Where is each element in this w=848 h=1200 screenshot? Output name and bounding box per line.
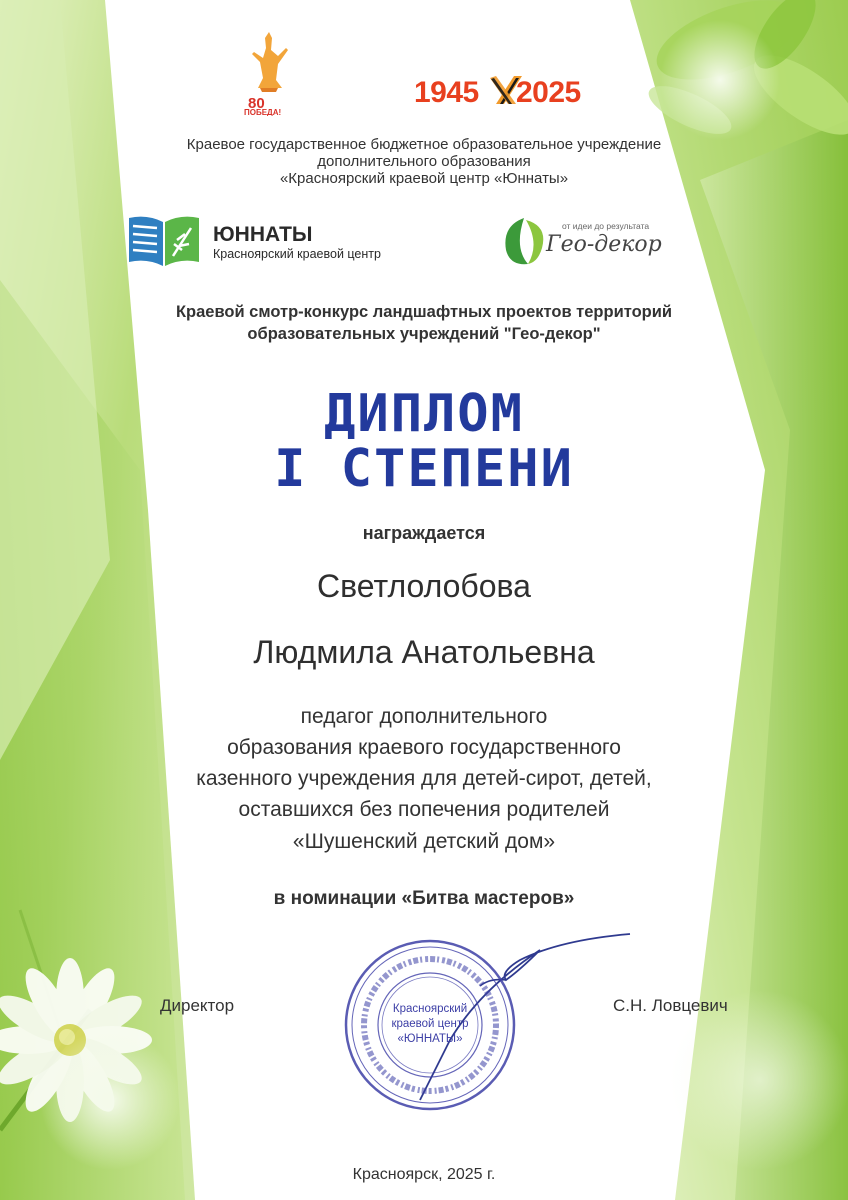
- stamp-center-line-3: «ЮННАТЫ»: [397, 1033, 463, 1045]
- yunnaty-subtitle: Красноярский краевой центр: [213, 247, 381, 261]
- position-line-1: педагог дополнительного: [300, 705, 548, 728]
- institution-line-1: Краевое государственное бюджетное образовательное учреждение: [186, 136, 662, 153]
- institution-line-3: «Красноярский краевой центр «Юннаты»: [279, 170, 569, 187]
- signature-name: С.Н. Ловцевич: [613, 996, 728, 1015]
- awarded-label: награждается: [362, 523, 486, 543]
- institution-line-2: дополнительного образования: [317, 153, 531, 170]
- diploma-title-line-1: ДИПЛОМ: [324, 384, 524, 444]
- year-start: 1945: [414, 76, 479, 109]
- recipient-given-names: Людмила Анатольевна: [253, 634, 595, 670]
- official-stamp: [330, 920, 660, 1120]
- victory-word: ПОБЕДА!: [244, 108, 282, 116]
- geodecor-slogan: от идеи до результата: [562, 221, 650, 231]
- book-leaf-icon: [129, 217, 199, 266]
- signature-role: Директор: [160, 996, 235, 1015]
- position-line-5: «Шушенский детский дом»: [292, 830, 556, 853]
- yunnaty-name: ЮННАТЫ: [213, 223, 313, 246]
- position-line-3: казенного учреждения для детей-сирот, детей,: [196, 767, 652, 790]
- years-logo: [412, 68, 592, 110]
- victory-number: 80: [248, 95, 265, 112]
- recipient-surname: Светлолобова: [317, 568, 531, 604]
- green-leaves-icon: [505, 218, 543, 264]
- footer-city-year: Красноярск, 2025 г.: [352, 1166, 496, 1183]
- position-line-4: оставшихся без попечения родителей: [238, 798, 610, 821]
- contest-line-1: Краевой смотр-конкурс ландшафтных проектов территорий: [175, 303, 673, 321]
- victory-80-logo: [238, 30, 300, 116]
- geodecor-logo: [500, 212, 680, 272]
- contest-line-2: образовательных учреждений "Гео-декор": [247, 325, 601, 343]
- signature-scribble: [420, 934, 630, 1100]
- nomination: в номинации «Битва мастеров»: [273, 888, 575, 909]
- yunnaty-logo: [127, 214, 397, 270]
- position-line-2: образования краевого государственного: [227, 736, 621, 759]
- geodecor-name: Гео-декор: [546, 232, 662, 257]
- stamp-center-line-2: краевой центр: [391, 1018, 469, 1030]
- diploma-title-line-2: I СТЕПЕНИ: [274, 439, 574, 499]
- year-end: 2025: [516, 76, 581, 109]
- stamp-center-line-1: Красноярский: [392, 1003, 468, 1015]
